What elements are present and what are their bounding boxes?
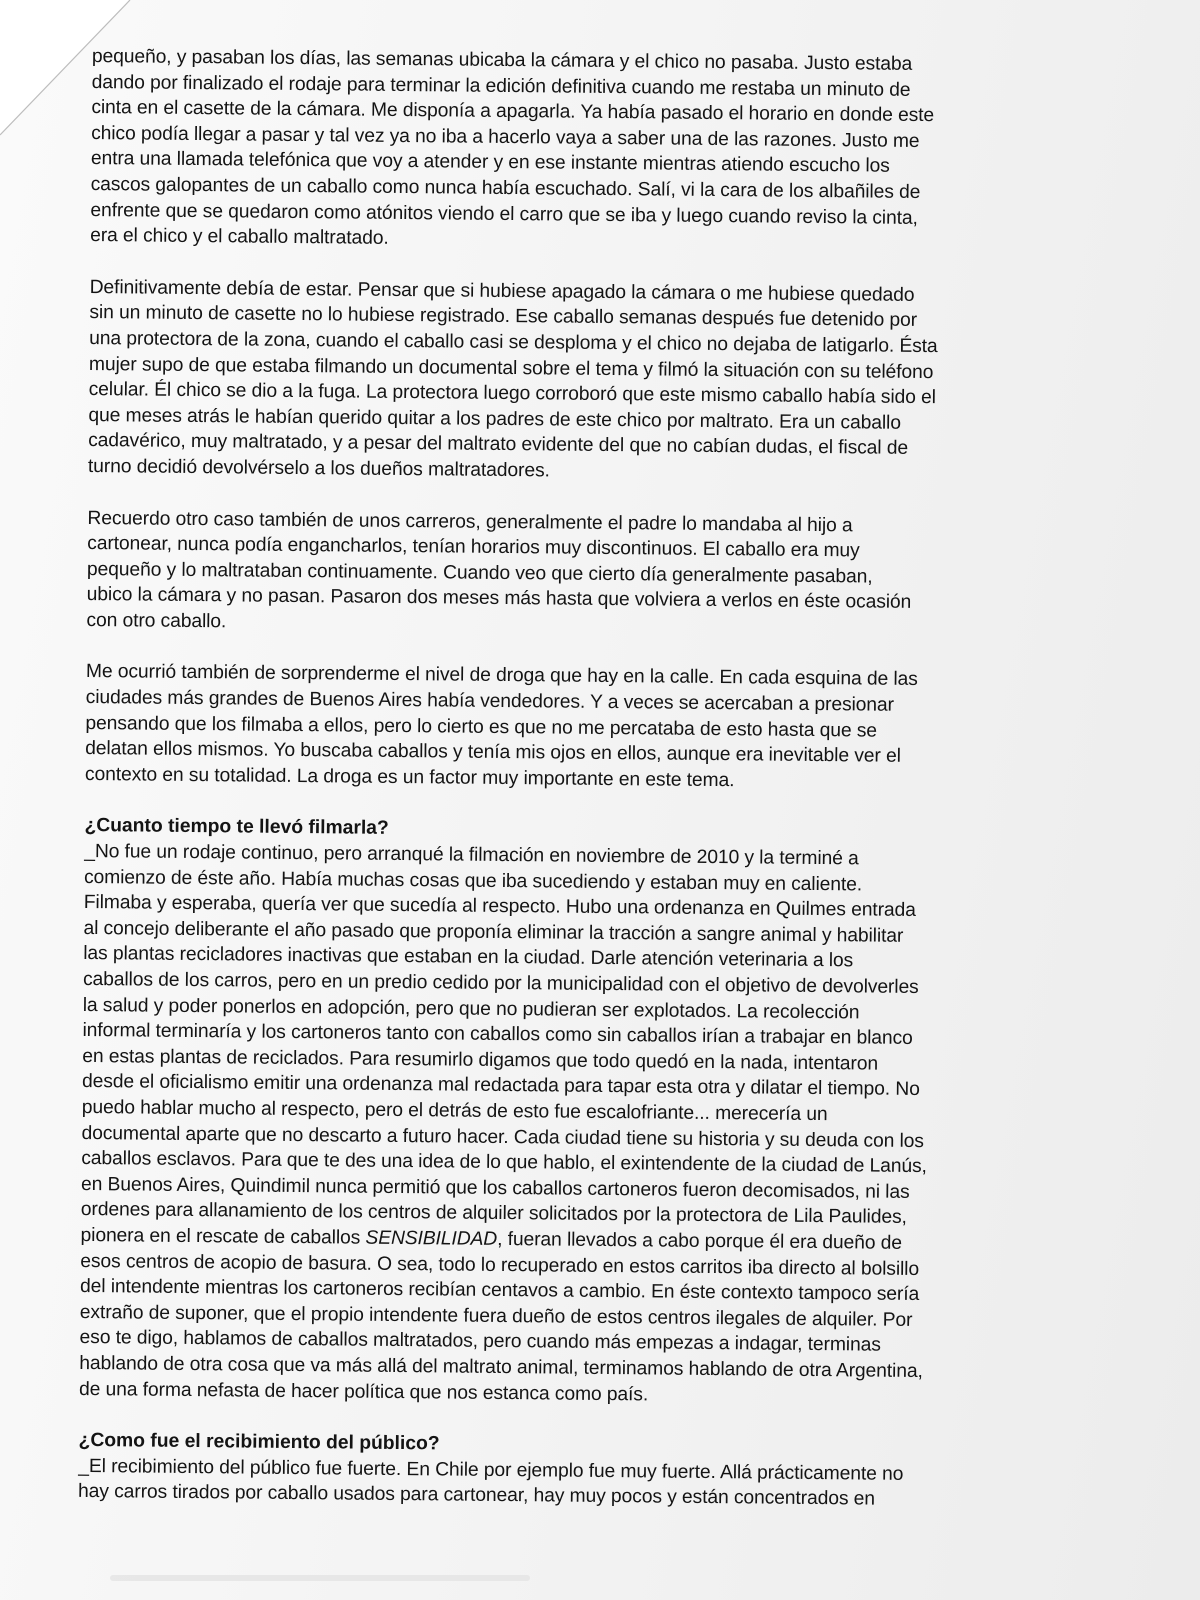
text-segment: , fueran llevados a cabo porque él era dueño de <box>497 1228 903 1254</box>
italic-organization-name: SENSIBILIDAD <box>365 1227 498 1250</box>
text-line: de una forma nefasta de hacer política que nos estanca como país. <box>78 1378 649 1405</box>
text-line: Me ocurrió también de sorprenderme el nivel de droga que hay en la calle. En cada esquina de las <box>85 661 918 691</box>
text-line: hablando de otra cosa que va más allá del maltrato animal, terminamos hablando de otra Argentina, <box>79 1352 923 1382</box>
text-line: del intendente mientras los cartoneros recibían centavos a cambio. En éste contexto tampoco sería <box>79 1276 920 1306</box>
answer-paragraph-duration <box>79 839 1052 1411</box>
text-line: la salud y poder ponerlos en adopción, pero que no pudieran ser explotados. La recolección <box>82 994 860 1024</box>
question-heading-duration: ¿Cuanto tiempo te llevó filmarla? <box>84 815 389 840</box>
text-line: al concejo deliberante el año pasado que proponía eliminar la tracción a sangre animal y habilitar <box>83 917 904 947</box>
text-line: documental aparte que no descarto a futuro hacer. Cada ciudad tiene su historia y su deuda con los <box>81 1122 924 1152</box>
document-body <box>78 44 1060 1540</box>
text-line: eso te digo, hablamos de caballos maltratados, pero cuando más empezas a indagar, terminas <box>79 1327 881 1356</box>
text-line: celular. Él chico se dio a la fuga. La protectora luego corroboró que este mismo caballo había sido el <box>88 379 937 409</box>
text-line: ciudades más grandes de Buenos Aires había vendedores. Y a veces se acercaban a presionar <box>85 687 895 716</box>
text-segment: pionera en el rescate de caballos <box>80 1224 366 1249</box>
text-line: pequeño, y pasaban los días, las semanas ubicaba la cámara y el chico no pasaba. Justo estaba <box>91 45 913 75</box>
paragraph-3 <box>86 505 1055 642</box>
text-line: Definitivamente debía de estar. Pensar que si hubiese apagado la cámara o me hubiese quedado <box>89 276 915 306</box>
text-line: cartonear, nunca podía engancharlos, tenían horarios muy discontinuos. El caballo era muy <box>87 533 860 562</box>
text-line: pequeño y lo maltrataban continuamente. Cuando veo que cierto día generalmente pasaban, <box>86 558 873 588</box>
text-line: cascos galopantes de un caballo como nunca había escuchado. Salí, vi la cara de los albañiles de <box>90 173 921 203</box>
text-line: en estas plantas de reciclados. Para resumirlo digamos que todo quedó en la nada, intentaron <box>82 1045 879 1075</box>
question-heading-reception: ¿Como fue el recibimiento del público? <box>78 1430 440 1455</box>
text-line: delatan ellos mismos. Yo buscaba caballos y tenía mis ojos en ellos, aunque era inevitable ver el <box>85 738 901 768</box>
text-line: _No fue un rodaje continuo, pero arranqué la filmación en noviembre de 2010 y la terminé a <box>84 840 859 870</box>
text-line: ordenes para allanamiento de los centros de alquiler solicitados por la protectora de Lila Paulides, <box>80 1199 907 1229</box>
text-line: pensando que los filmaba a ellos, pero lo cierto es que no me percataba de esto hasta que se <box>85 712 878 742</box>
text-line: informal terminaría y los cartoneros tanto con caballos como sin caballos irían a trabajar en blanco <box>82 1020 913 1050</box>
text-line: hay carros tirados por caballo usados para cartonear, hay muy pocos y están concentrados en <box>78 1481 876 1510</box>
text-line: una protectora de la zona, cuando el caballo casi se desploma y el chico no dejaba de latigarlo. Ésta <box>89 327 938 358</box>
text-line: desde el oficialismo emitir una ordenanza mal redactada para tapar esta otra y dilatar el tiempo. No <box>81 1071 920 1101</box>
text-line: ubico la cámara y no pasan. Pasaron dos meses más hasta que volviera a verlos en éste ocasión <box>86 584 912 614</box>
text-line: comienzo de éste año. Había muchas cosas que iba sucediendo y estaban muy en caliente. <box>83 866 863 896</box>
text-line: las plantas recicladores inactivas que estaban en la ciudad. Darle atención veterinaria a los <box>83 943 854 972</box>
text-line: sin un minuto de casette no lo hubiese registrado. Ese caballo semanas después fue detenido por <box>89 302 918 332</box>
paragraph-4 <box>85 659 1054 796</box>
text-line: extraño de suponer, que el propio intendente fuera dueño de estos centros ilegales de alquiler. Por <box>79 1301 913 1331</box>
text-line: puedo hablar mucho al respecto, pero el detrás de esto fue escalofriante... merecería un <box>81 1096 828 1126</box>
text-line: esos centros de acopio de basura. O sea, todo lo recuperado en estos carritos iba directo al bolsillo <box>80 1250 920 1280</box>
text-line: Filmaba y esperaba, quería ver que sucedía al respecto. Hubo una ordenanza en Quilmes entrada <box>83 892 916 922</box>
text-line: turno decidió devolvérselo a los dueños maltratadores. <box>87 455 550 482</box>
text-line: chico podía llegar a pasar y tal vez ya no iba a hacerlo vaya a saber una de las razones. Justo me <box>91 122 920 152</box>
faint-bleedthrough-text <box>110 1575 530 1581</box>
paragraph-1 <box>90 44 1060 258</box>
text-line: cadavérico, muy maltratado, y a pesar del maltrato evidente del que no cabían dudas, el fiscal de <box>88 430 909 460</box>
text-line: era el chico y el caballo maltratado. <box>90 225 389 250</box>
text-line: cinta en el casette de la cámara. Me disponía a apagarla. Ya había pasado el horario en donde este <box>91 97 935 127</box>
text-line: caballos esclavos. Para que te des una idea de lo que hablo, el exintendente de la ciudad de Lanús, <box>81 1148 927 1178</box>
text-line: con otro caballo. <box>86 609 227 633</box>
paragraph-2 <box>88 275 1058 489</box>
text-line: en Buenos Aires, Quindimil nunca permitió que los caballos cartoneros fueron decomisados, ni las <box>80 1173 910 1203</box>
text-line: mujer supo de que estaba filmando un documental sobre el tema y filmó la situación con su teléfono <box>88 353 934 383</box>
text-line: contexto en su totalidad. La droga es un factor muy importante en este tema. <box>84 763 735 792</box>
text-line: enfrente que se quedaron como atónitos viendo el carro que se iba y luego cuando reviso la cinta, <box>90 199 918 229</box>
text-line: caballos de los carros, pero en un predio cedido por la municipalidad con el objetivo de devolverles <box>82 968 919 998</box>
text-line: dando por finalizado el rodaje para terminar la edición definitiva cuando me restaba un minuto de <box>91 71 911 101</box>
text-line: entra una llamada telefónica que voy a atender y en ese instante mientras atiendo escucho los <box>90 148 890 178</box>
text-line: Recuerdo otro caso también de unos carreros, generalmente el padre lo mandaba al hijo a <box>87 507 853 536</box>
text-line: _El recibimiento del público fue fuerte. En Chile por ejemplo fue muy fuerte. Allá prácticamente no <box>78 1455 904 1485</box>
answer-paragraph-reception <box>78 1454 1046 1514</box>
text-line: que meses atrás le habían querido quitar a los padres de este chico por maltrato. Era un caballo <box>88 404 901 434</box>
